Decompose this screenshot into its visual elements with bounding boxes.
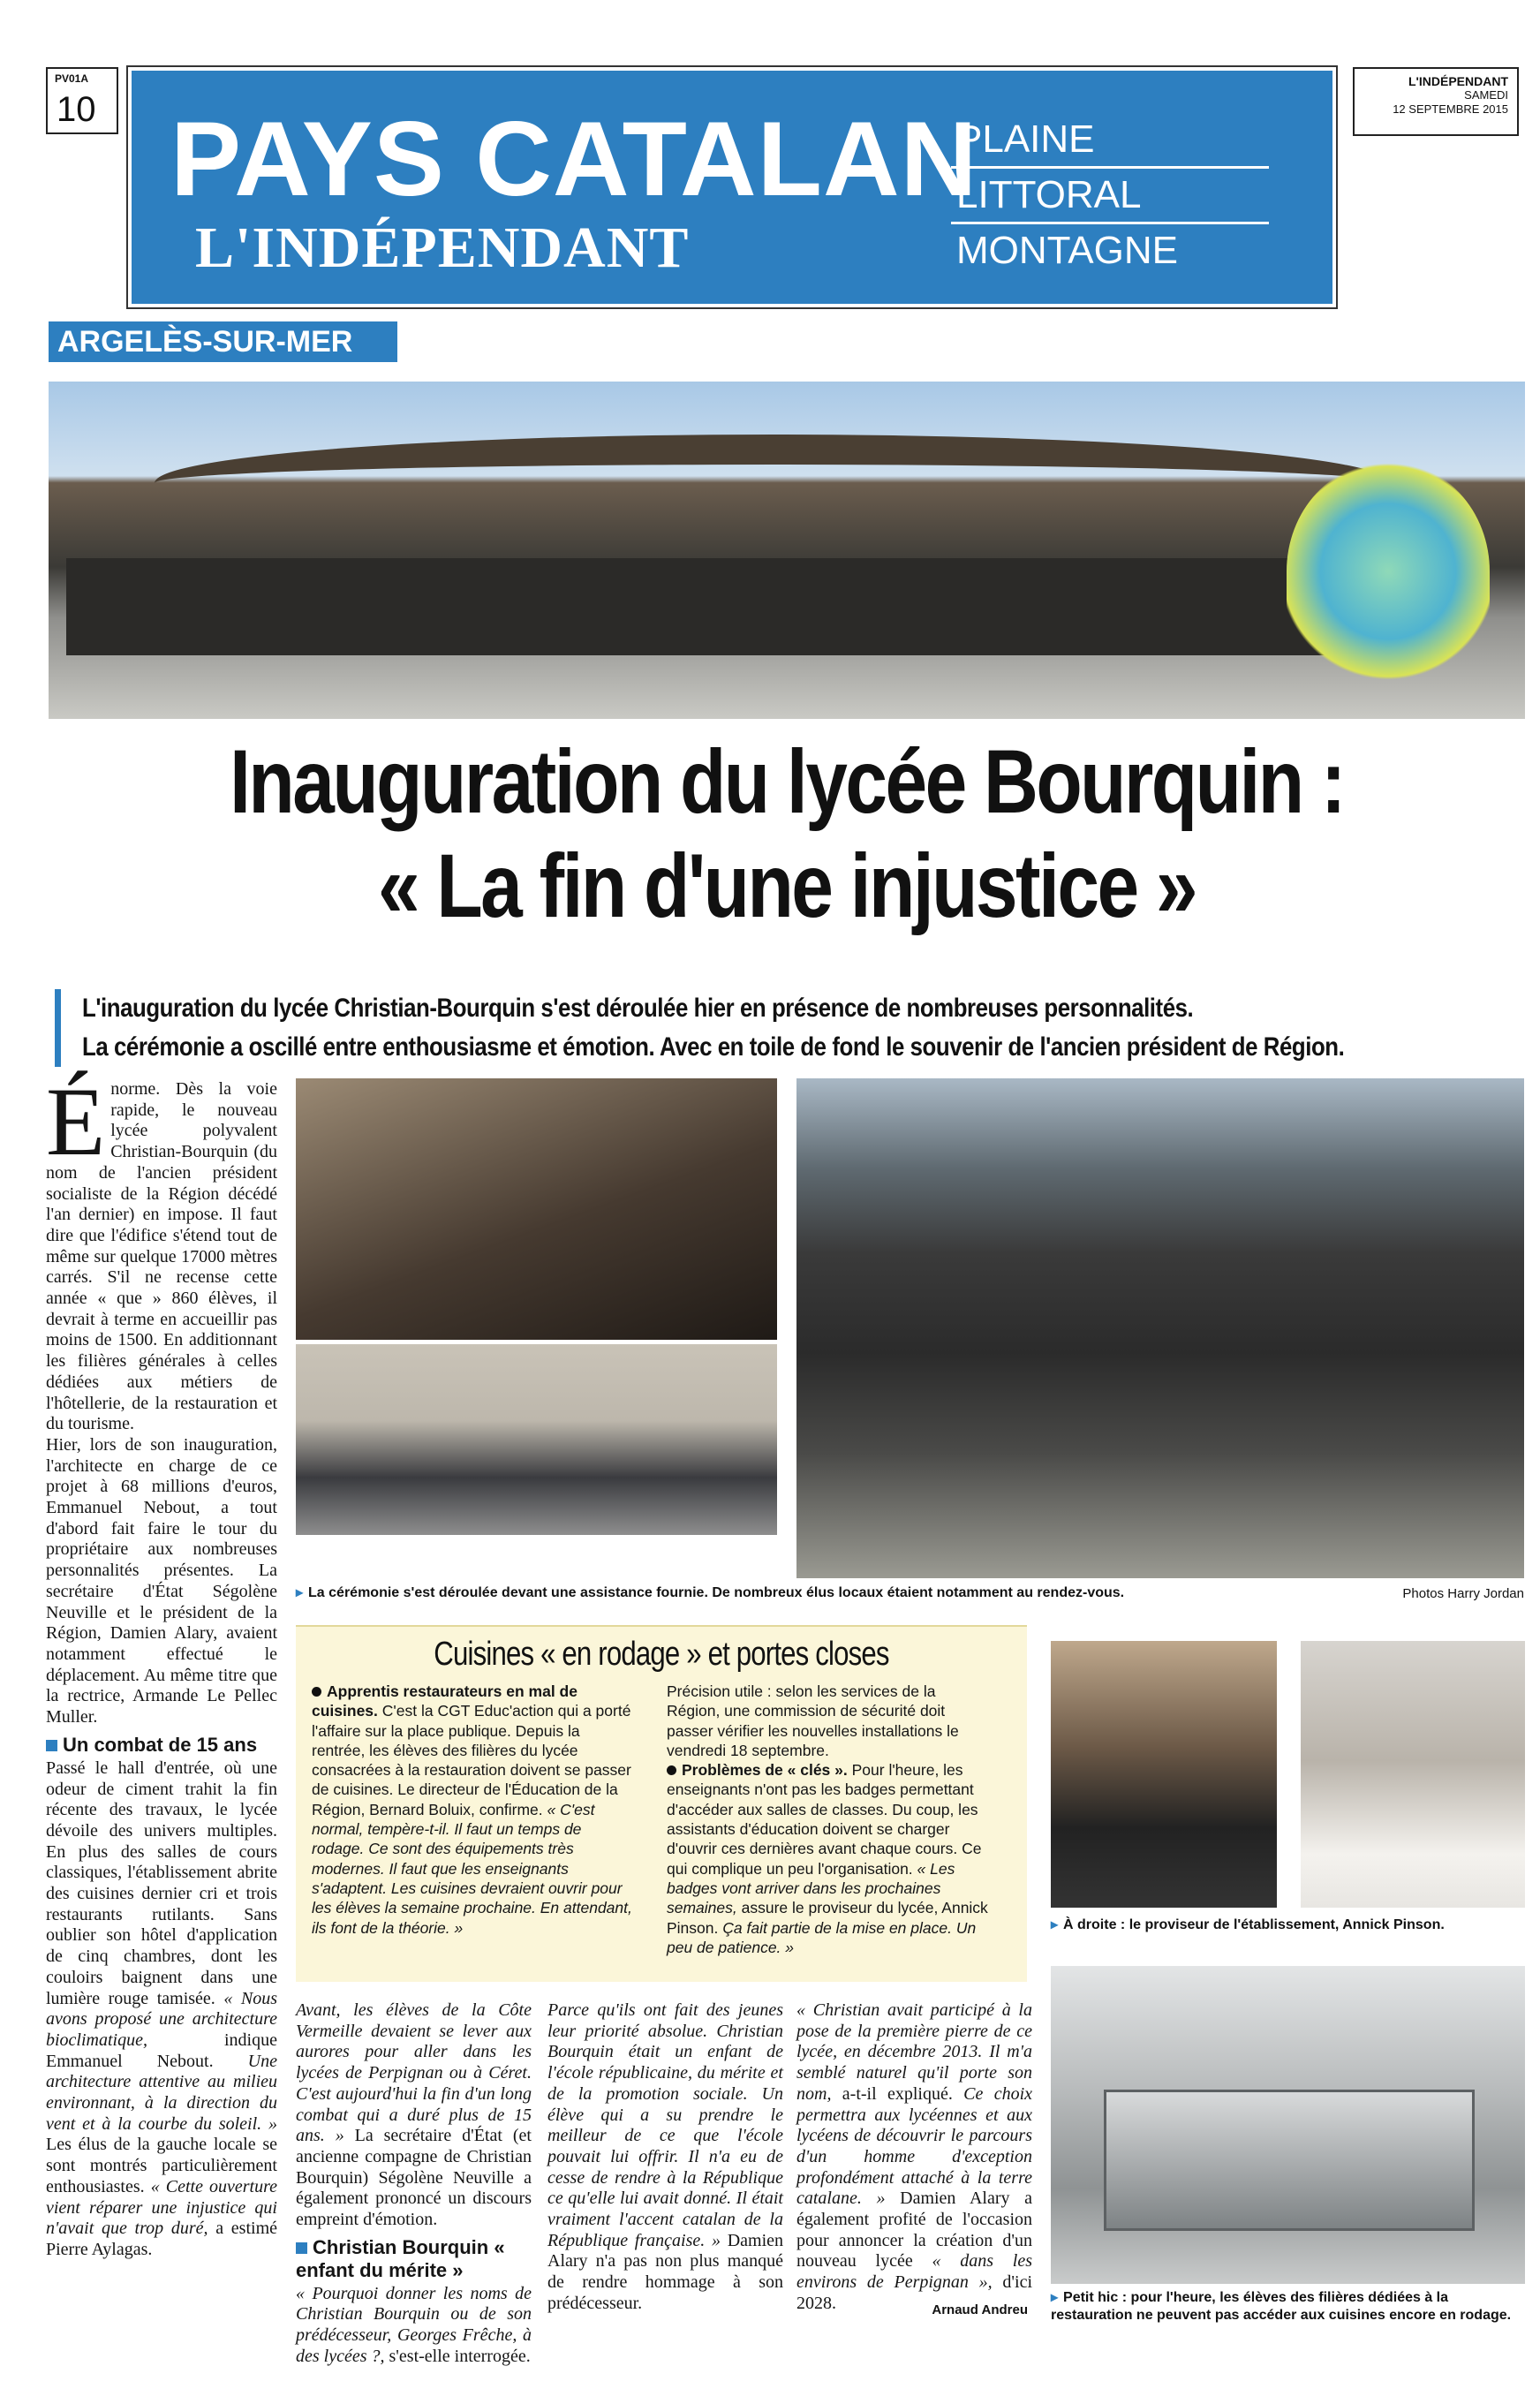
- sidebar-item-title: Problèmes de « clés ».: [682, 1761, 848, 1780]
- standfirst: [55, 989, 1521, 1067]
- article-paragraph: Damien Alary n'a pas non plus manqué de rendre hommage à son prédécesseur.: [547, 2230, 783, 2313]
- caption-text: Petit hic : pour l'heure, les élèves des filières dédiées à la restauration ne peuvent pas accéder aux cuisines encore en rodage.: [1051, 2290, 1512, 2323]
- quote: « Pourquoi donner les noms de Christian Bourquin ou de son prédécesseur, Georges Frêche, à des lycées ?,: [296, 2283, 532, 2366]
- sidebar-quote: « C'est normal, tempère-t-il. Il faut un temps de rodage. Ce sont des équipements très modernes. Il faut que les enseignants s'adaptent. Les cuisines devraient ouvrir pour les élèves la semaine prochaine. En attendant, ils font de la théorie. »: [312, 1800, 632, 1937]
- article-text: d'ici 2028.: [796, 2272, 1033, 2313]
- subheading: [296, 2236, 532, 2282]
- headline: [167, 730, 1407, 938]
- page-number-box: [46, 67, 118, 134]
- date-box: [1353, 67, 1519, 136]
- paper-name: L'INDÉPENDANT: [1408, 74, 1508, 88]
- bullet-icon: [667, 1765, 676, 1775]
- caption-text: À droite : le proviseur de l'établissement, Annick Pinson.: [1063, 1917, 1445, 1932]
- quote: Ce choix permettra aux lycéennes et aux lycéens de découvrir le parcours d'un homme d'exception profondément attaché à la terre catalane. »: [796, 2083, 1033, 2209]
- square-bullet-icon: [296, 2242, 307, 2254]
- article-paragraph: norme. Dès la voie rapide, le nouveau lycée polyvalent Christian-Bourquin (du nom de l'ancien président socialiste de la Région décédé l'an dernier) en impose. Il faut dire que l'édifice s'étend tout de même sur quelque 17000 mètres carrés. S'il ne recense cette année « que » 860 élèves, il devrait à terme en accueillir pas moins de 1500. En additionnant les filières générales à celles dédiées aux métiers de l'hôtellerie, de la restauration et du tourisme.: [46, 1079, 277, 1434]
- issue-date: 12 SEPTEMBRE 2015: [1393, 102, 1508, 116]
- sidebar-quote: Ça fait partie de la mise en place. Un peu de patience. »: [667, 1918, 977, 1956]
- sidebar-text: C'est la CGT Educ'action qui a porté l'affaire sur la place publique. Depuis la rentrée, les élèves des filières du lycée consacrées à la restauration doivent se passer de cuisines. Le directeur de l'Éducation de la Région, Bernard Boluix, confirme.: [312, 1702, 631, 1818]
- sidebar-text: Pour l'heure, les enseignants n'ont pas les badges permettant d'accéder aux salles de classes. Du coup, les assistants d'éducation doivent se charger d'ouvrir ces dernières avant chaque cours. Ce qui complique un peu l'organisation.: [667, 1761, 982, 1878]
- quote: Parce qu'ils ont fait des jeunes leur priorité absolue. Christian Bourquin était un enfant de l'école républicaine, du mérite et de la promotion sociale. Un élève qui a su prendre le meilleur de ce que l'école pouvait lui offrir. Il n'a eu de cesse de rendre à la République ce qu'elle lui avait donné. Il était vraiment l'accent catalan de la République française. »: [547, 2000, 783, 2250]
- bullet-icon: [312, 1687, 321, 1697]
- headline-line-2: « La fin d'une injustice »: [377, 835, 1197, 936]
- sidebar-text: Précision utile : selon les services de la Région, une commission de sécurité doit passer vérifier les nouvelles installations le vendredi 18 septembre.: [667, 1682, 959, 1759]
- sidebar-column-2: [667, 1682, 992, 1957]
- quote: Avant, les élèves de la Côte Vermeille devaient se lever aux aurores pour aller dans les lycées de Perpignan ou à Céret. C'est aujourd'hui la fin d'un long combat qui a duré plus de 15 ans. »: [296, 2000, 532, 2146]
- article-column-3: [547, 2000, 783, 2315]
- ceremony-crowd-photo: [796, 1078, 1524, 1578]
- region-list: [951, 113, 1269, 277]
- article-paragraph: La secrétaire d'État (et ancienne compagne de Christian Bourquin) Ségolène Neuville a également prononcé un discours empreint d'émotion.: [296, 2126, 532, 2230]
- colorful-sculpture-shape: [1287, 461, 1490, 682]
- crowd-selfie-photo: [296, 1078, 777, 1340]
- article-column-1: [46, 1068, 278, 2261]
- photo-credit: Photos Harry Jordan: [1402, 1586, 1524, 1601]
- subheading-text: Christian Bourquin « enfant du mérite »: [296, 2235, 505, 2281]
- article-column-2: [296, 2000, 532, 2368]
- location-tag: ARGELÈS-SUR-MER: [49, 321, 397, 362]
- wave-roof-shape: [155, 435, 1391, 532]
- issue-day: SAMEDI: [1464, 88, 1508, 102]
- article-column-4: [796, 2000, 1032, 2315]
- article-text: Les élus de la gauche locale se sont montrés particulièrement enthousiastes.: [46, 2135, 277, 2196]
- quote: « Christian avait participé à la pose de la première pierre de ce lycée, en décembre 2013. Il m'a semblé naturel qu'il porte son nom,: [796, 2000, 1032, 2104]
- section-title: PAYS CATALAN: [170, 100, 978, 218]
- region-item: PLAINE: [951, 113, 1269, 169]
- article-text: a estimé Pierre Aylagas.: [46, 2219, 278, 2259]
- article-paragraph: Passé le hall d'entrée, où une odeur de ciment trahit la fin récente des travaux, le lycée dévoile des univers multiples. En plus des salles de cours classiques, l'établissement abrite des cuisines dernier cri et trois restaurants rutilants. Sans oublier son hôtel d'application de cinq chambres, dont les couloirs baignent dans une lumière rouge tamisée.: [46, 1758, 277, 2008]
- sidebar-title: Cuisines « en rodage » et portes closes: [434, 1636, 889, 1673]
- drop-cap: É: [46, 1068, 106, 1176]
- sidebar-item-title: Apprentis restaurateurs en mal de cuisines.: [312, 1682, 578, 1720]
- photo-caption: [1051, 1916, 1525, 1934]
- stove-shape: [1104, 2090, 1475, 2231]
- standfirst-line-1: L'inauguration du lycée Christian-Bourquin s'est déroulée hier en présence de nombreuses personnalités.: [82, 994, 1194, 1023]
- subheading: [46, 1734, 277, 1757]
- headline-line-1: Inauguration du lycée Bourquin :: [230, 731, 1344, 832]
- sidebar-text: assure le proviseur du lycée, Annick Pinson.: [667, 1899, 988, 1937]
- building-facade-shape: [66, 558, 1444, 655]
- quote: « Nous avons proposé une architecture bioclimatique,: [46, 1988, 278, 2050]
- page-number: 10: [57, 90, 96, 129]
- region-item: LITTORAL: [951, 169, 1269, 224]
- sidebar-column-1: [312, 1682, 637, 1938]
- newspaper-logo: L'INDÉPENDANT: [195, 215, 690, 280]
- article-text: indique Emmanuel Nebout.: [46, 2030, 277, 2071]
- caption-text: La cérémonie s'est déroulée devant une assistance fournie. De nombreux élus locaux étaient notamment au rendez-vous.: [308, 1585, 1125, 1600]
- photo-caption: [1051, 2289, 1525, 2325]
- kitchen-photo: [1051, 1966, 1525, 2284]
- quote: « Cette ouverture vient réparer une injustice qui n'avait que trop duré,: [46, 2176, 278, 2239]
- quote: « dans les environs de Perpignan »,: [796, 2251, 1032, 2293]
- page-code: PV01A: [55, 72, 89, 85]
- students-sitting-photo: [296, 1344, 777, 1535]
- caption-arrow-icon: ▸: [1051, 2290, 1059, 2305]
- caption-arrow-icon: ▸: [1051, 1917, 1059, 1932]
- article-paragraph: Hier, lors de son inauguration, l'architecte en charge de ce projet à 68 millions d'euros, Emmanuel Nebout, a tout d'abord fait faire le tour du propriétaire aux nombreuses personnalités présentes. La secrétaire d'État Ségolène Neuville et le président de la Région, Damien Alary, avaient notamment effectué le déplacement. Au même titre que la rectrice, Armande Le Pellec Muller.: [46, 1434, 277, 1727]
- photo-caption: [296, 1584, 1232, 1601]
- sidebar-quote: « Les badges vont arriver dans les prochaines semaines,: [667, 1859, 955, 1917]
- sidebar-box: [296, 1625, 1027, 1982]
- subheading-text: Un combat de 15 ans: [63, 1733, 258, 1756]
- students-uniform-photo: [1051, 1641, 1277, 1908]
- square-bullet-icon: [46, 1740, 57, 1751]
- article-text: a-t-il expliqué.: [842, 2083, 953, 2104]
- principal-speech-photo: [1301, 1641, 1525, 1908]
- lycee-building-photo: [49, 382, 1525, 719]
- article-text: Damien Alary a également profité de l'occasion pour annoncer la création d'un nouveau lycée: [796, 2189, 1032, 2272]
- region-item: MONTAGNE: [956, 229, 1178, 272]
- author-signature: Arnaud Andreu: [932, 2302, 1028, 2317]
- caption-arrow-icon: ▸: [296, 1585, 304, 1600]
- standfirst-line-2: La cérémonie a oscillé entre enthousiasme et émotion. Avec en toile de fond le souvenir de l'ancien président de Région.: [82, 1032, 1345, 1062]
- quote: Une architecture attentive au milieu environnant, à la direction du vent et à la courbe du soleil. »: [46, 2051, 277, 2134]
- section-banner: [126, 65, 1338, 309]
- article-text: s'est-elle interrogée.: [389, 2346, 531, 2366]
